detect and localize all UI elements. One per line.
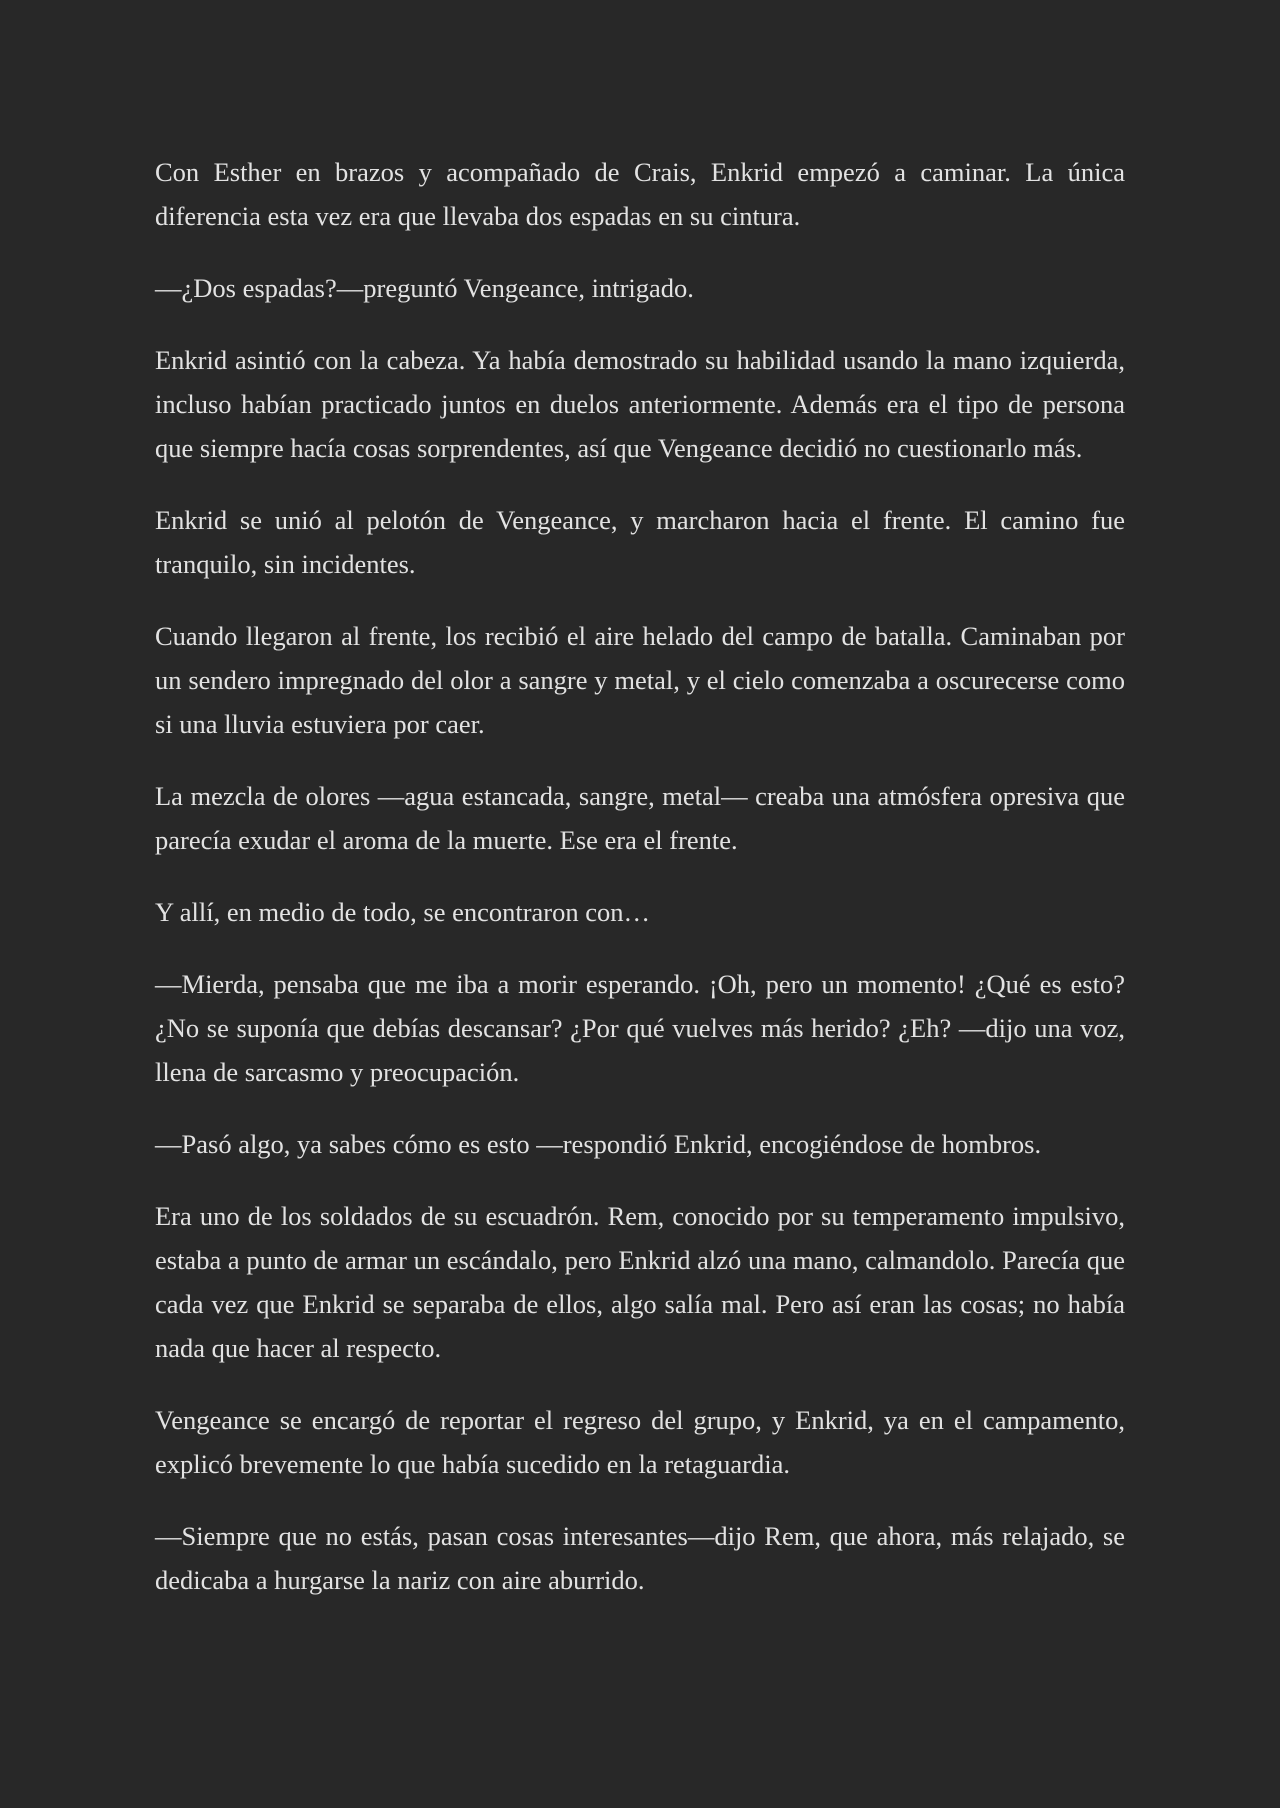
paragraph: Con Esther en brazos y acompañado de Crais, Enkrid empezó a caminar. La única diferencia esta vez era que llevaba dos espadas en su cintura. xyxy=(155,157,1125,231)
paragraph: —Mierda, pensaba que me iba a morir esperando. ¡Oh, pero un momento! ¿Qué es esto? ¿No se suponía que debías descansar? ¿Por qué vuelves más herido? ¿Eh? —dijo una voz, llena de sarcasmo y preocupación. xyxy=(155,969,1125,1087)
paragraph: —Pasó algo, ya sabes cómo es esto —respondió Enkrid, encogiéndose de hombros. xyxy=(155,1129,1042,1159)
paragraph: —Siempre que no estás, pasan cosas interesantes—dijo Rem, que ahora, más relajado, se dedicaba a hurgarse la nariz con aire aburrido. xyxy=(155,1521,1125,1595)
paragraph: Y allí, en medio de todo, se encontraron con… xyxy=(155,897,651,927)
paragraph: —¿Dos espadas?—preguntó Vengeance, intrigado. xyxy=(155,273,694,303)
paragraph: Cuando llegaron al frente, los recibió el aire helado del campo de batalla. Caminaban por un sendero impregnado del olor a sangre y metal, y el cielo comenzaba a oscurecerse como si una lluvia estuviera por caer. xyxy=(155,621,1125,739)
paragraph: La mezcla de olores —agua estancada, sangre, metal— creaba una atmósfera opresiva que parecía exudar el aroma de la muerte. Ese era el frente. xyxy=(155,781,1125,855)
story-text xyxy=(155,150,1125,1602)
paragraph: Enkrid asintió con la cabeza. Ya había demostrado su habilidad usando la mano izquierda, incluso habían practicado juntos en duelos anteriormente. Además era el tipo de persona que siempre hacía cosas sorprendentes, así que Vengeance decidió no cuestionarlo más. xyxy=(155,345,1125,463)
paragraph: Era uno de los soldados de su escuadrón. Rem, conocido por su temperamento impulsivo, estaba a punto de armar un escándalo, pero Enkrid alzó una mano, calmandolo. Parecía que cada vez que Enkrid se separaba de ellos, algo salía mal. Pero así eran las cosas; no había nada que hacer al respecto. xyxy=(155,1201,1125,1363)
paragraph: Enkrid se unió al pelotón de Vengeance, y marcharon hacia el frente. El camino fue tranquilo, sin incidentes. xyxy=(155,505,1125,579)
paragraph: Vengeance se encargó de reportar el regreso del grupo, y Enkrid, ya en el campamento, explicó brevemente lo que había sucedido en la retaguardia. xyxy=(155,1405,1125,1479)
